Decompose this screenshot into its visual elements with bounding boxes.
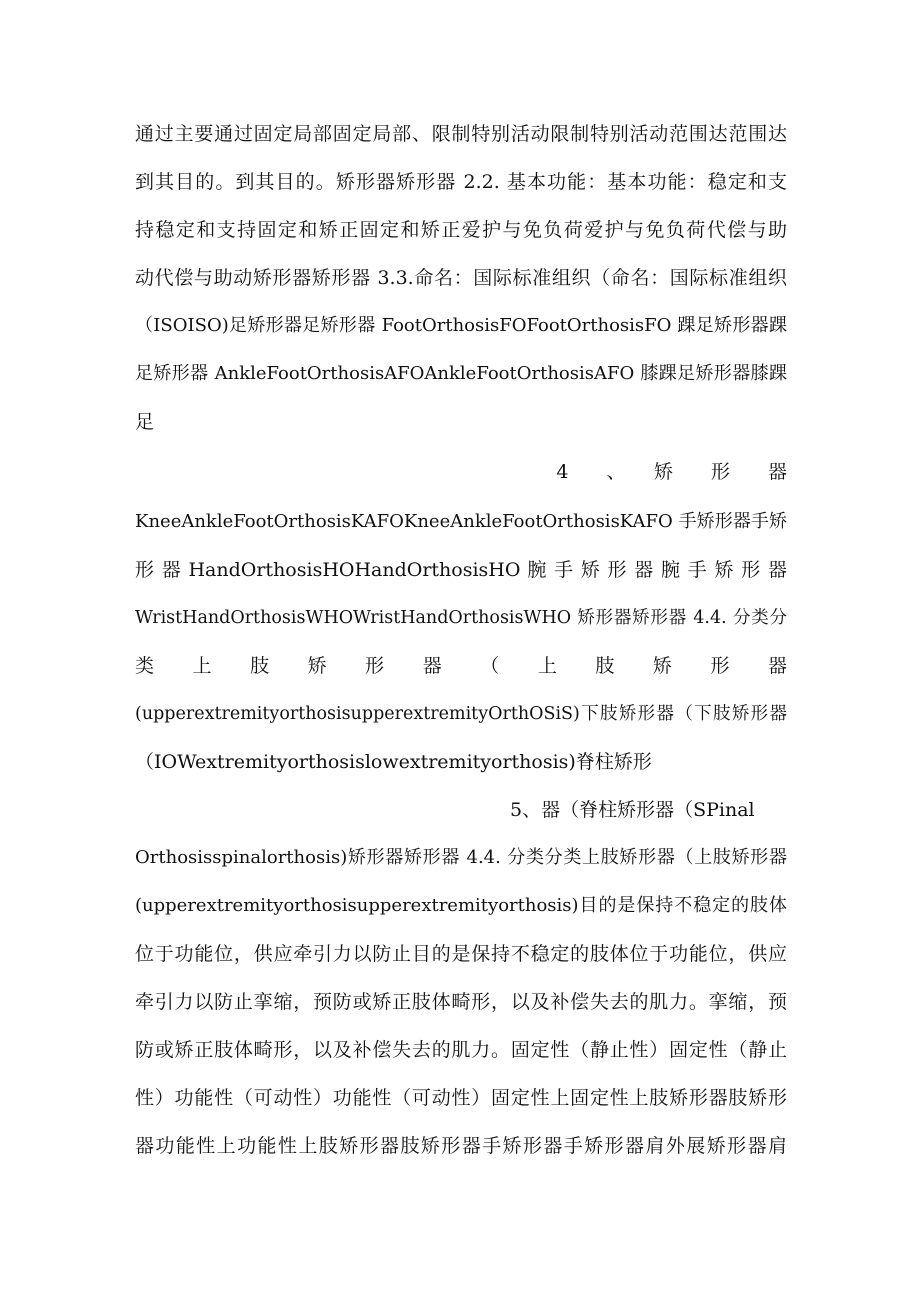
section-heading-4: 4 、 矫 形 器 [556,461,787,483]
text-line-11: WristHandOrthosisWHOWristHandOrthosisWHO 矫形器矫形器 4.4. 分类分 [135,608,787,628]
text-line-17: (upperextremityorthosisupperextremityorthosis)目的是保持不稳定的肢体 [135,895,787,916]
text-line-9: KneeAnkleFootOrthosisKAFOKneeAnkleFootOrthosisKAFO 手矫形器手矫 [135,511,787,532]
text-line-18: 位于功能位，供应牵引力以防止目的是保持不稳定的肢体位于功能位，供应 [135,943,787,965]
text-line-12: 类 上 肢 矫 形 器 （ 上 肢 矫 形 器 [135,655,787,677]
text-line-19: 牵引力以防止挛缩，预防或矫正肢体畸形，以及补偿失去的肌力。挛缩，预 [135,991,787,1013]
text-line-21: 性）功能性（可动性）功能性（可动性）固定性上固定性上肢矫形器肢矫形 [135,1087,787,1109]
text-line-7: 足 [135,411,155,433]
text-line-5: （ISOISO)足矫形器足矫形器 FootOrthosisFOFootOrthosisFO 踝足矫形器踝 [135,315,787,336]
text-line-4: 动代偿与助动矫形器矫形器 3.3.命名：国际标准组织（命名：国际标准组织 [135,267,787,289]
text-line-2: 到其目的。到其目的。矫形器矫形器 2.2. 基本功能：基本功能：稳定和支 [135,171,787,193]
text-line-1: 通过主要通过固定局部固定局部、限制特别活动限制特别活动范围达范围达 [135,123,787,145]
text-line-20: 防或矫正肢体畸形，以及补偿失去的肌力。固定性（静止性）固定性（静止 [135,1039,787,1061]
section-heading-5: 5、器（脊柱矫形器（SPinal [510,799,755,821]
text-line-22: 器功能性上功能性上肢矫形器肢矫形器手矫形器手矫形器肩外展矫形器肩 [135,1135,787,1157]
text-line-13: (upperextremityorthosisupperextremityOrthOSiS)下肢矫形器（下肢矫形器 [135,704,787,724]
text-line-3: 持稳定和支持固定和矫正固定和矫正爱护与免负荷爱护与免负荷代偿与助 [135,219,787,241]
text-line-14: （IOWextremityorthosislowextremityorthosis)脊柱矫形 [135,751,652,773]
text-line-16: Orthosisspinalorthosis)矫形器矫形器 4.4. 分类分类上肢矫形器（上肢矫形器 [135,847,787,868]
text-line-6: 足矫形器 AnkleFootOrthosisAFOAnkleFootOrthosisAFO 膝踝足矫形器膝踝 [135,363,787,384]
text-line-10: 形 器 HandOrthosisHOHandOrthosisHO 腕 手 矫 形 器 腕 手 矫 形 器 [135,559,787,581]
